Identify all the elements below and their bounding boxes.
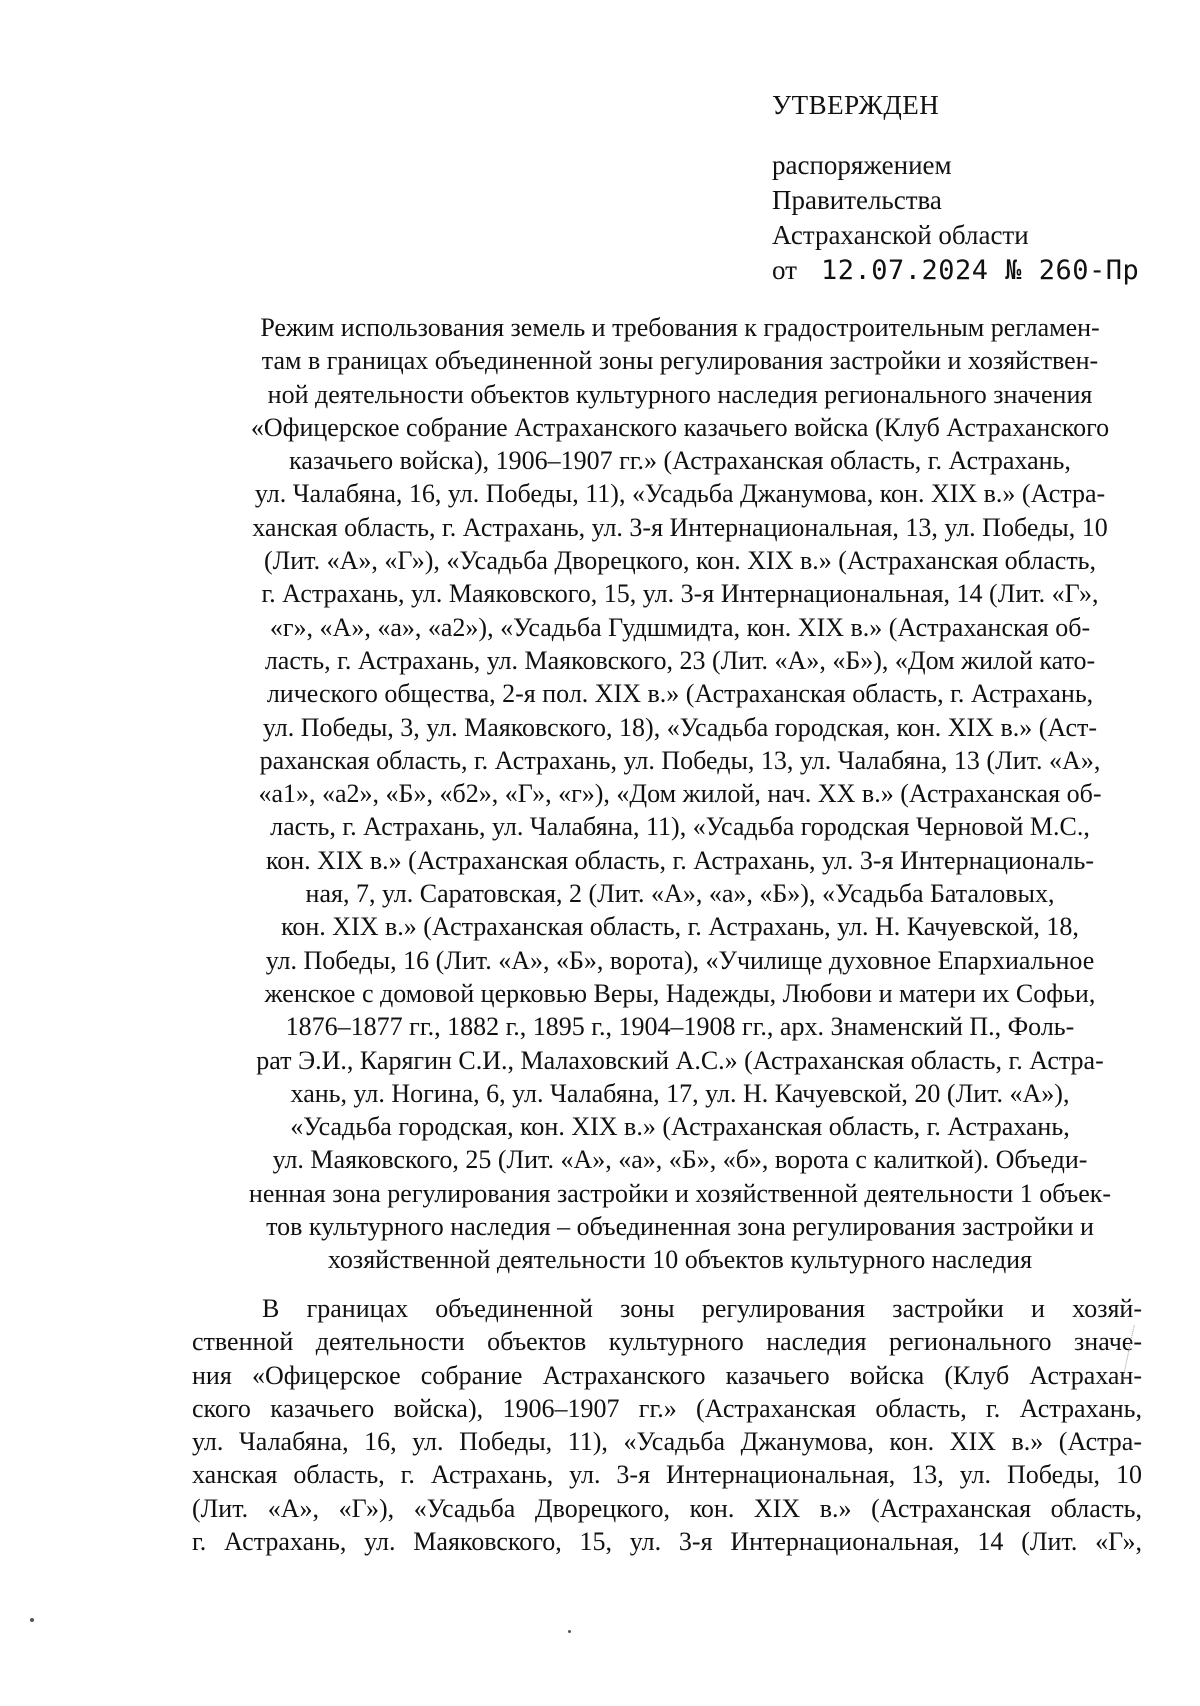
approval-block [772, 88, 1172, 288]
approval-line-1: распоряжением [772, 150, 952, 180]
title-line: г. Астрахань, ул. Маяковского, 15, ул. 3-я Интернациональная, 14 (Лит. «Г», [261, 579, 1099, 609]
title-line: 1876–1877 гг., 1882 г., 1895 г., 1904–1908 гг., арх. Знаменский П., Фоль- [285, 1012, 1075, 1042]
title-line: казачьего войска), 1906–1907 гг.» (Астраханская область, г. Астрахань, [289, 446, 1071, 476]
title-line: тов культурного наследия – объединенная зона регулирования застройки и [266, 1212, 1094, 1242]
title-line: хозяйственной деятельности 10 объектов культурного наследия [327, 1245, 1033, 1275]
title-line: хань, ул. Ногина, 6, ул. Чалабяна, 17, ул. Н. Качуевской, 20 (Лит. «А»), [290, 1078, 1070, 1108]
title-line: ул. Победы, 16 (Лит. «А», «Б», ворота), «Училище духовное Епархиальное [265, 945, 1095, 975]
title-line: там в границах объединенной зоны регулирования застройки и хозяйствен- [261, 346, 1099, 376]
title-line: (Лит. «А», «Г»), «Усадьба Дворецкого, кон. XIX в.» (Астраханская область, [263, 546, 1097, 576]
title-line: ненная зона регулирования застройки и хозяйственной деятельности 1 объек- [248, 1178, 1112, 1208]
document-body-paragraph [192, 1292, 1142, 1558]
title-line: ул. Маяковского, 25 (Лит. «А», «а», «Б», «б», ворота с калиткой). Объеди- [272, 1145, 1088, 1175]
body-line: ского казачьего войска), 1906–1907 гг.» (Астраханская область, г. Астрахань, [192, 1393, 1142, 1423]
body-line: ния «Офицерское собрание Астраханского казачьего войска (Клуб Астрахан- [192, 1360, 1142, 1390]
title-line: ласть, г. Астрахань, ул. Чалабяна, 11), «Усадьба городская Черновой М.С., [270, 812, 1090, 842]
title-line: ная, 7, ул. Саратовская, 2 (Лит. «А», «а», «Б»), «Усадьба Баталовых, [305, 879, 1055, 909]
approval-line-3: Астраханской области [772, 220, 1029, 250]
title-line: ласть, г. Астрахань, ул. Маяковского, 23 (Лит. «А», «Б»), «Дом жилой като- [264, 645, 1096, 675]
title-line: рат Э.И., Карягин С.И., Малаховский А.С.» (Астраханская область, г. Астра- [256, 1045, 1104, 1075]
title-line: кон. XIX в.» (Астраханская область, г. Астрахань, ул. Н. Качуевской, 18, [281, 912, 1079, 942]
body-line: ул. Чалабяна, 16, ул. Победы, 11), «Усадьба Джанумова, кон. XIX в.» (Астра- [192, 1427, 1142, 1457]
title-line: «г», «А», «а», «а2»), «Усадьба Гудшмидта, кон. XIX в.» (Астраханская об- [269, 612, 1091, 642]
document-title [190, 311, 1170, 1277]
title-line: «Офицерское собрание Астраханского казачьего войска (Клуб Астраханского [250, 412, 1110, 442]
title-line: ул. Чалабяна, 16, ул. Победы, 11), «Усадьба Джанумова, кон. XIX в.» (Астра- [254, 479, 1106, 509]
approval-date-prefix: от [772, 255, 797, 285]
approval-line-2: Правительства [772, 185, 942, 215]
title-line: лического общества, 2-я пол. XIX в.» (Астраханская область, г. Астрахань, [266, 679, 1094, 709]
body-line: г. Астрахань, ул. Маяковского, 15, ул. 3-я Интернациональная, 14 (Лит. «Г», [192, 1527, 1142, 1557]
body-line: ханская область, г. Астрахань, ул. 3-я Интернациональная, 13, ул. Победы, 10 [192, 1460, 1142, 1490]
body-line: В границах объединенной зоны регулирования застройки и хозяй- [262, 1294, 1142, 1323]
title-line: ной деятельности объектов культурного наследия регионального значения [267, 379, 1093, 409]
body-line: (Лит. «А», «Г»), «Усадьба Дворецкого, кон. XIX в.» (Астраханская область, [192, 1493, 1142, 1523]
title-line: «Усадьба городская, кон. XIX в.» (Астраханская область, г. Астрахань, [290, 1112, 1070, 1142]
body-line: ственной деятельности объектов культурного наследия регионального значе- [192, 1327, 1142, 1357]
title-line: женское с домовой церковью Веры, Надежды, Любови и матери их Софьи, [264, 978, 1096, 1008]
title-line: «а1», «а2», «Б», «б2», «Г», «г»), «Дом жилой, нач. XX в.» (Астраханская об- [258, 779, 1102, 809]
title-line: ул. Победы, 3, ул. Маяковского, 18), «Усадьба городская, кон. XIX в.» (Аст- [262, 712, 1098, 742]
scan-speck [30, 1618, 34, 1622]
approval-date-number: 12.07.2024 № 260-Пр [820, 255, 1140, 286]
scan-speck [568, 1630, 571, 1633]
approval-title: УТВЕРЖДЕН [772, 90, 940, 120]
approval-date-line [772, 253, 1172, 288]
title-line: кон. XIX в.» (Астраханская область, г. Астрахань, ул. 3-я Интернациональ- [265, 845, 1095, 875]
title-line: Режим использования земель и требования к градостроительным регламен- [260, 313, 1100, 342]
title-line: ханская область, г. Астрахань, ул. 3-я Интернациональная, 13, ул. Победы, 10 [252, 512, 1108, 542]
title-line: раханская область, г. Астрахань, ул. Победы, 13, ул. Чалабяна, 13 (Лит. «А», [259, 745, 1101, 775]
